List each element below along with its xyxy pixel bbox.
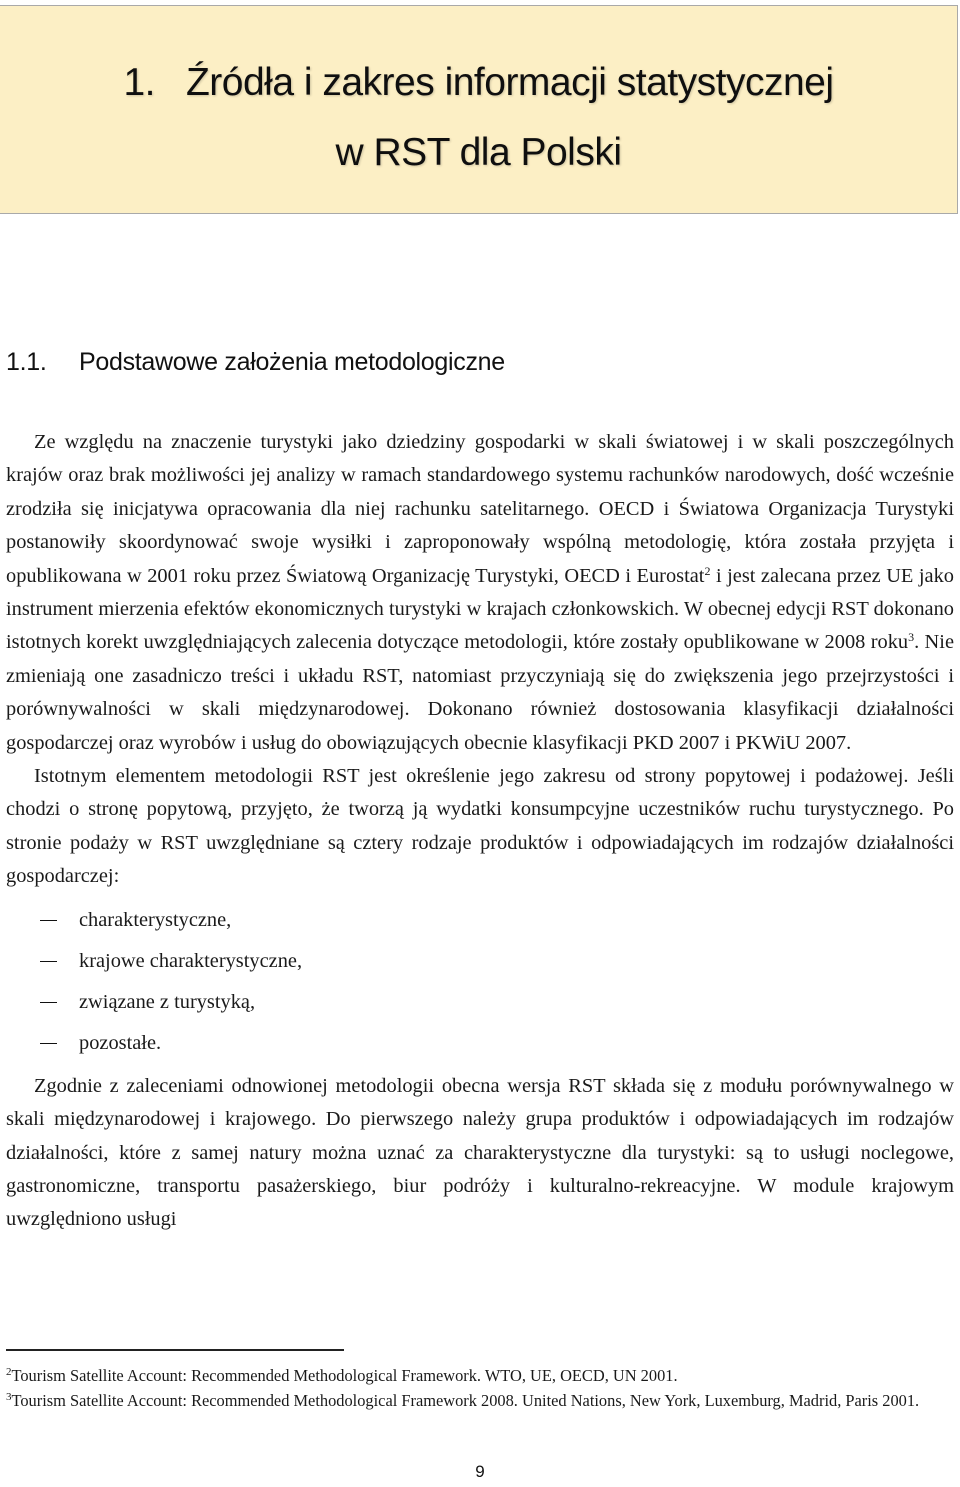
paragraph-1-part-a: Ze względu na znaczenie turystyki jako dziedziny gospodarki w skali światowej i w skali poszczególnych krajów oraz brak możliwości jej analizy w ramach standardowego systemu rachunków narodowych, dość wcześnie zrodziła się inicjatywa opracowania dla niej rachunku satelitarnego. OECD i Światowa Organizacja Turystyki postanowiły skoordynować swoje wysiłki i zaproponowały wspólną metodologię, która została przyjęta i opublikowana w 2001 roku przez Światową Organizację Turystyki, OECD i Eurostat bbox=[6, 431, 954, 587]
paragraph-1-part-c: . Nie zmieniają one zasadniczo treści i układu RST, natomiast przyczyniają się do zwiększenia jego przejrzystości i porównywalności w skali międzynarodowej. Dokonano również dostosowania klasyfikacji działalności gospodarczej oraz wyrobów i usług do obowiązujących obecnie klasyfikacji PKD 2007 i PKWiU 2007. bbox=[6, 631, 954, 754]
list-item-text: pozostałe. bbox=[79, 1031, 162, 1054]
dash-bullet-icon bbox=[40, 920, 57, 922]
footnote-3-mark: 3 bbox=[6, 1390, 12, 1403]
chapter-title bbox=[0, 48, 957, 188]
dash-bullet-icon bbox=[40, 1002, 57, 1004]
paragraph-1 bbox=[6, 426, 954, 760]
list-item-text: krajowe charakterystyczne, bbox=[79, 949, 303, 972]
footnote-3 bbox=[6, 1389, 954, 1414]
footnote-ref-2[interactable]: 2 bbox=[704, 563, 711, 578]
section-number: 1.1. bbox=[6, 348, 47, 376]
body-text bbox=[6, 426, 954, 1237]
list-item bbox=[6, 982, 954, 1023]
product-list bbox=[6, 900, 954, 1064]
footnote-3-text: Tourism Satellite Account: Recommended Methodological Framework 2008. United Nations, New York, Luxemburg, Madrid, Paris 2001. bbox=[11, 1390, 920, 1410]
list-item bbox=[6, 941, 954, 982]
list-item-text: związane z turystyką, bbox=[79, 990, 256, 1013]
footnote-2 bbox=[6, 1364, 954, 1389]
footnote-ref-3[interactable]: 3 bbox=[908, 630, 915, 645]
section-title: Podstawowe założenia metodologiczne bbox=[79, 348, 505, 376]
chapter-title-line-2: w RST dla Polski bbox=[335, 131, 622, 174]
chapter-banner bbox=[0, 5, 958, 214]
chapter-title-line-1: 1. Źródła i zakres informacji statystycznej bbox=[123, 61, 834, 104]
footnote-2-text: Tourism Satellite Account: Recommended Methodological Framework. WTO, UE, OECD, UN 2001. bbox=[11, 1366, 678, 1385]
footnotes bbox=[6, 1364, 954, 1413]
section-heading bbox=[6, 344, 505, 380]
paragraph-1-part-b: i jest zalecana przez UE jako instrument mierzenia efektów ekonomicznych turystyki w krajach członkowskich. W obecnej edycji RST dokonano istotnych korekt uwzględniających zalecenia dotyczące metodologii, które zostały opublikowane w 2008 roku bbox=[6, 564, 954, 654]
list-item bbox=[6, 1023, 954, 1064]
list-item bbox=[6, 900, 954, 941]
dash-bullet-icon bbox=[40, 961, 57, 963]
footnote-separator bbox=[6, 1349, 344, 1351]
paragraph-2: Istotnym elementem metodologii RST jest określenie jego zakresu od strony popytowej i podażowej. Jeśli chodzi o stronę popytową, przyjęto, że tworzą ją wydatki konsumpcyjne uczestników ruchu turystycznego. Po stronie podaży w RST uwzględniane są cztery rodzaje produktów i odpowiadających im rodzajów działalności gospodarczej: bbox=[6, 765, 954, 888]
paragraph-3: Zgodnie z zaleceniami odnowionej metodologii obecna wersja RST składa się z modułu porównywalnego w skali międzynarodowej i krajowego. Do pierwszego należy grupa produktów i odpowiadających im rodzajów działalności, które z samej natury można uznać za charakterystyczne dla turystyki: są to usługi noclegowe, gastronomiczne, transportu pasażerskiego, biur podróży i kulturalno-rekreacyjne. W module krajowym uwzględniono usługi bbox=[6, 1074, 954, 1231]
list-item-text: charakterystyczne, bbox=[79, 908, 232, 931]
dash-bullet-icon bbox=[40, 1043, 57, 1045]
footnote-2-mark: 2 bbox=[6, 1366, 12, 1378]
page-number: 9 bbox=[475, 1462, 485, 1481]
